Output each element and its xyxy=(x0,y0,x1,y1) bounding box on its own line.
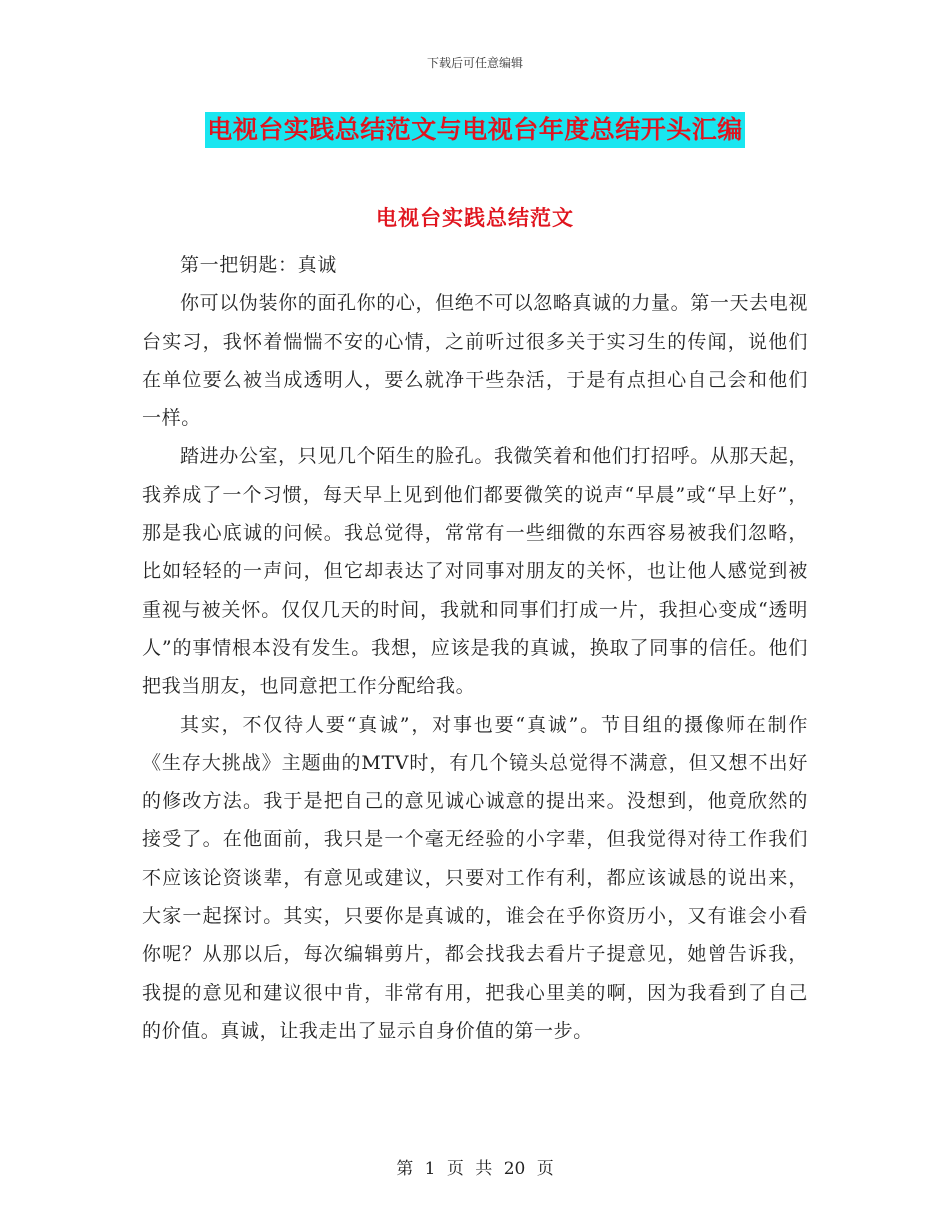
section-title: 电视台实践总结范文 xyxy=(376,206,574,230)
paragraph-subheading: 第一把钥匙：真诚 xyxy=(180,254,337,276)
document-title-container xyxy=(0,112,950,148)
document-body xyxy=(142,246,808,1050)
page-indicator: 第 1 页 共 20 页 xyxy=(396,1159,554,1179)
paragraph: 你可以伪装你的面孔你的心，但绝不可以忽略真诚的力量。第一天去电视台实习，我怀着惴惴不安的心情，之前听过很多关于实习生的传闻，说他们在单位要么被当成透明人，要么就净干些杂活，于是有点担心自己会和他们一样。 xyxy=(142,292,808,430)
document-title: 电视台实践总结范文与电视台年度总结开头汇编 xyxy=(205,112,745,148)
paragraph: 踏进办公室，只见几个陌生的脸孔。我微笑着和他们打招呼。从那天起，我养成了一个习惯，每天早上见到他们都要微笑的说声“早晨”或“早上好”，那是我心底诚的问候。我总觉得，常常有一些细微的东西容易被我们忽略，比如轻轻的一声问，但它却表达了对同事对朋友的关怀，也让他人感觉到被重视与被关怀。仅仅几天的时间，我就和同事们打成一片，我担心变成“透明人”的事情根本没有发生。我想，应该是我的真诚，换取了同事的信任。他们把我当朋友，也同意把工作分配给我。 xyxy=(142,445,808,698)
paragraph: 其实，不仅待人要“真诚”，对事也要“真诚”。节目组的摄像师在制作《生存大挑战》主题曲的MTV时，有几个镜头总觉得不满意，但又想不出好的修改方法。我于是把自己的意见诚心诚意的提出来。没想到，他竟欣然的接受了。在他面前，我只是一个毫无经验的小字辈，但我觉得对待工作我们不应该论资谈辈，有意见或建议，只要对工作有利，都应该诚恳的说出来，大家一起探讨。其实，只要你是真诚的，谁会在乎你资历小，又有谁会小看你呢？从那以后，每次编辑剪片，都会找我去看片子提意见，她曾告诉我，我提的意见和建议很中肯，非常有用，把我心里美的啊，因为我看到了自己的价值。真诚，让我走出了显示自身价值的第一步。 xyxy=(142,713,808,1042)
header-note: 下载后可任意编辑 xyxy=(426,56,523,70)
